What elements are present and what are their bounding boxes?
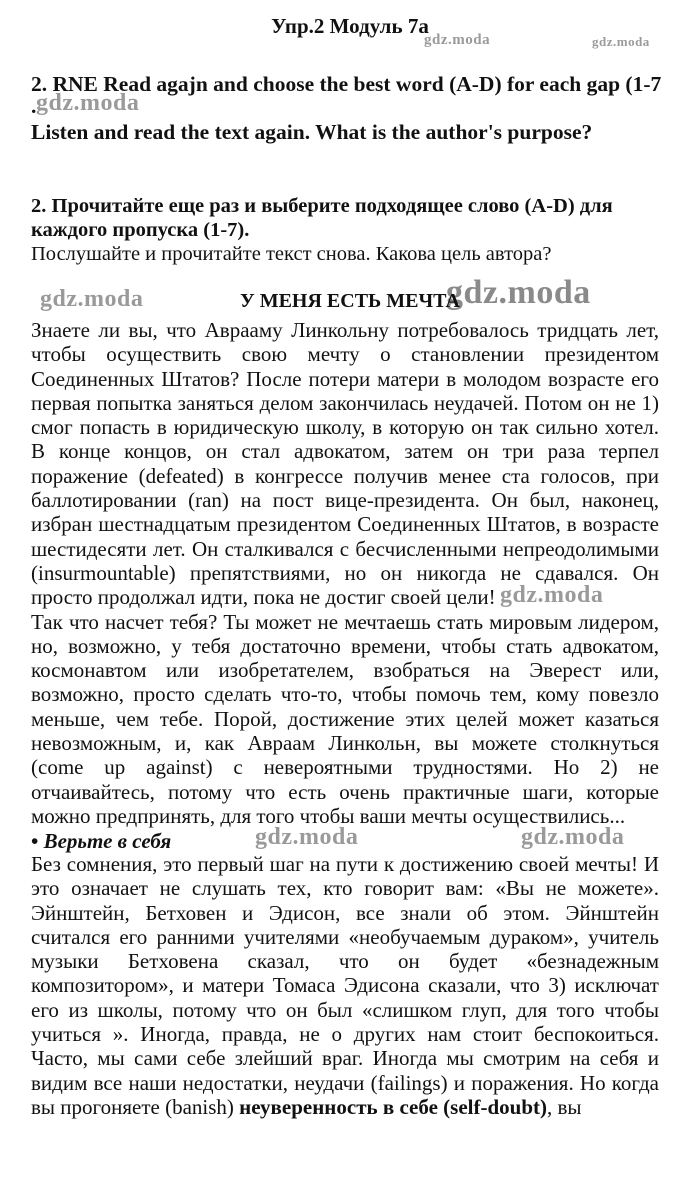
task-en-line-1: 2. RNE Read agajn and choose the best word (A-D) for each gap (1-7	[31, 72, 662, 96]
task-ru-line-2: каждого пропуска (1-7).	[31, 219, 250, 241]
task-ru-line-3: Послушайте и прочитайте текст снова. Какова цель автора?	[31, 243, 552, 265]
watermark: gdz.moda	[40, 286, 144, 312]
article-paragraph-2: Так что насчет тебя? Ты может не мечтаешь стать мировым лидером, но, возможно, у тебя достаточно времени, чтобы стать адвокатом, космонавтом или изобретателем, взобраться на Эверест или, возможно, просто сделать что-то, чтобы помочь тем, кому повезло меньше, чем тебе. Порой, достижение этих целей может казаться невозможным, и, как Авраам Линкольн, вы можете столкнуться (come up against) с невероятными трудностями. Но 2) не отчаивайтесь, потому что есть очень практичные шаги, которые можно предпринять, для того чтобы ваши мечты осуществились...	[31, 609, 659, 828]
article-paragraph-3	[31, 852, 659, 1119]
watermark: gdz.moda	[500, 582, 604, 608]
paragraph-3-text: Без сомнения, это первый шаг на пути к достижению своей мечты! И это означает не слушать тех, кто говорит вам: «Вы не можете». Эйнштейн, Бетховен и Эдисон, все знали об этом. Эйнштейн считался его ранними учителями «необучаемым дураком», учитель музыки Бетховена сказал, что он будет «безнадежным композитором», и матери Томаса Эдисона сказали, что 3) исключат его из школы, потому что он был «слишком глуп, для того чтобы учиться ». Иногда, правда, не о других нам стоит беспокоиться. Часто, мы сами себе злейший враг. Иногда мы смотрим на себя и видим все наши недостатки, неудачи (failings) и поражения. Но когда вы прогоняете (banish)	[31, 852, 659, 1119]
watermark: gdz.moda	[255, 824, 359, 850]
bullet-heading-text: Верьте в себя	[43, 829, 172, 853]
task-en-line-2: Listen and read the text again. What is the author's purpose?	[31, 120, 593, 144]
bullet-marker: •	[31, 829, 39, 853]
paragraph-3-bold: неуверенность в себе (self-doubt)	[239, 1094, 548, 1119]
article-paragraph-1: Знаете ли вы, что Аврааму Линкольну потребовалось тридцать лет, чтобы осуществить свою мечту о становлении президентом Соединенных Штатов? После потери матери в молодом возрасте его первая попытка заняться делом закончилась неудачей. Потом он не 1) смог попасть в юридическую школу, в которую он так сильно хотел. В конце концов, он стал адвокатом, затем он три раза терпел поражение (defeated) в конгрессе получив менее ста голосов, при баллотировании (ran) на пост вице-президента. Он был, наконец, избран шестнадцатым президентом Соединенных Штатов, в возрасте шестидесяти лет. Он сталкивался с бесчисленными непреодолимыми (insurmountable) препятствиями, но он никогда не сдавался. Он просто продолжал идти, пока не достиг своей цели!	[31, 318, 659, 610]
watermark: gdz.moda	[424, 32, 491, 48]
page-title: Упр.2 Модуль 7а	[271, 14, 429, 38]
task-en-line-1-tail: .	[31, 94, 37, 118]
task-ru-line-1: 2. Прочитайте еще раз и выберите подходящее слово (A-D) для	[31, 195, 613, 217]
watermark: gdz.moda	[446, 274, 591, 311]
watermark: gdz.moda	[36, 90, 140, 116]
article-heading: У МЕНЯ ЕСТЬ МЕЧТА	[240, 290, 460, 312]
paragraph-3-end: , вы	[547, 1094, 582, 1119]
watermark: gdz.moda	[592, 34, 650, 49]
article-body	[31, 318, 659, 828]
watermark: gdz.moda	[521, 824, 625, 850]
bullet-heading	[31, 829, 171, 854]
article-body-continued	[31, 852, 659, 1119]
